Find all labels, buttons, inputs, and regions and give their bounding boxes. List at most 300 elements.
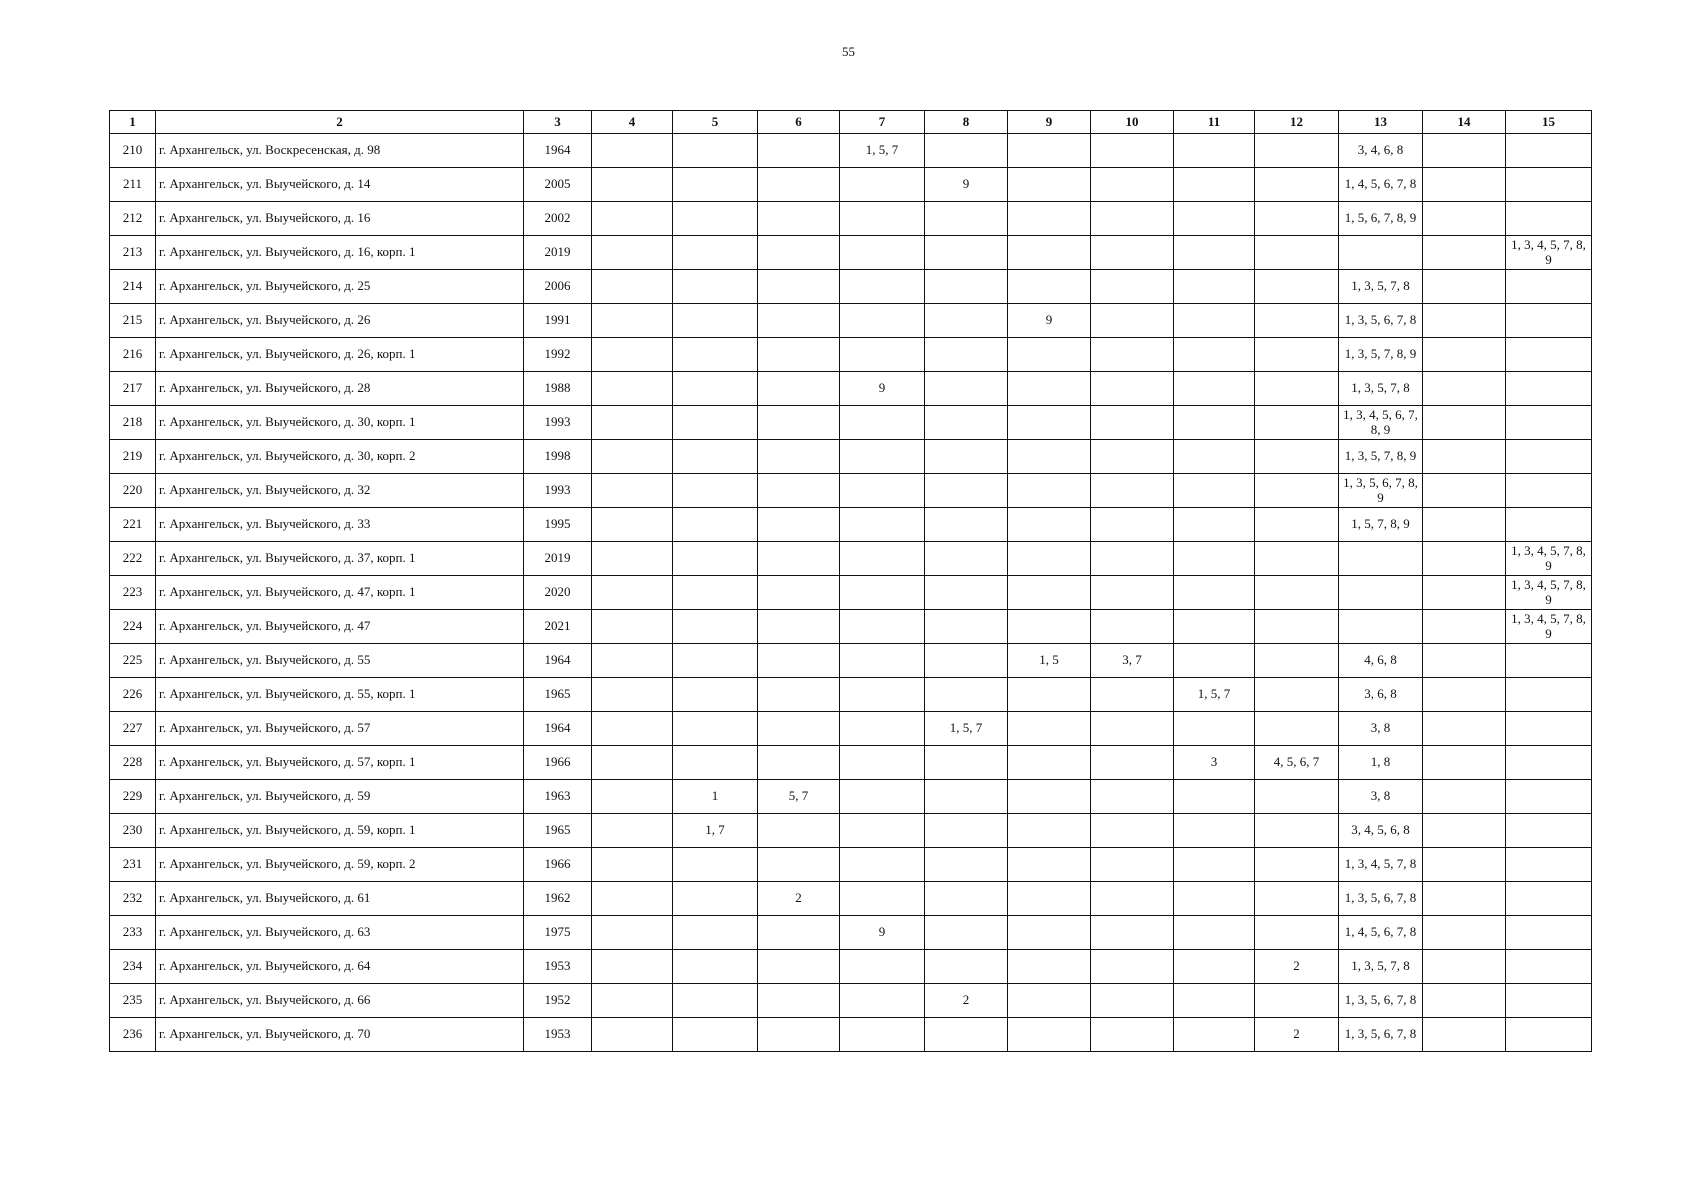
column-9-cell: 1, 5	[1008, 644, 1091, 678]
column-9-cell	[1008, 984, 1091, 1018]
row-number-cell: 220	[110, 474, 156, 508]
column-5-cell	[673, 168, 758, 202]
column-13-cell: 3, 4, 5, 6, 8	[1339, 814, 1423, 848]
column-13-cell: 3, 8	[1339, 712, 1423, 746]
column-6-cell	[758, 678, 840, 712]
column-7-cell	[840, 406, 925, 440]
column-11-cell	[1174, 440, 1255, 474]
year-cell: 1975	[524, 916, 592, 950]
year-cell: 1988	[524, 372, 592, 406]
address-cell: г. Архангельск, ул. Воскресенская, д. 98	[156, 134, 524, 168]
table-row	[110, 780, 1592, 814]
column-9-cell	[1008, 236, 1091, 270]
column-8-cell	[925, 134, 1008, 168]
column-4-cell	[592, 950, 673, 984]
column-5-cell	[673, 984, 758, 1018]
column-13-cell: 1, 3, 4, 5, 6, 7, 8, 9	[1339, 406, 1423, 440]
column-header-11: 11	[1174, 111, 1255, 134]
column-4-cell	[592, 372, 673, 406]
column-4-cell	[592, 1018, 673, 1052]
row-number-cell: 221	[110, 508, 156, 542]
column-8-cell	[925, 508, 1008, 542]
column-9-cell	[1008, 202, 1091, 236]
column-15-cell	[1506, 474, 1592, 508]
column-6-cell	[758, 984, 840, 1018]
column-14-cell	[1423, 882, 1506, 916]
year-cell: 1953	[524, 1018, 592, 1052]
column-12-cell	[1255, 474, 1339, 508]
address-cell: г. Архангельск, ул. Выучейского, д. 28	[156, 372, 524, 406]
year-cell: 1992	[524, 338, 592, 372]
column-12-cell	[1255, 508, 1339, 542]
table-row	[110, 576, 1592, 610]
column-9-cell	[1008, 474, 1091, 508]
column-14-cell	[1423, 814, 1506, 848]
column-5-cell	[673, 882, 758, 916]
column-13-cell: 3, 8	[1339, 780, 1423, 814]
column-6-cell	[758, 814, 840, 848]
column-6-cell	[758, 304, 840, 338]
column-13-cell: 1, 3, 5, 6, 7, 8	[1339, 304, 1423, 338]
column-12-cell	[1255, 814, 1339, 848]
column-9-cell	[1008, 780, 1091, 814]
row-number-cell: 227	[110, 712, 156, 746]
column-15-cell	[1506, 950, 1592, 984]
column-13-cell: 1, 3, 5, 6, 7, 8, 9	[1339, 474, 1423, 508]
year-cell: 2005	[524, 168, 592, 202]
column-12-cell: 4, 5, 6, 7	[1255, 746, 1339, 780]
year-cell: 2006	[524, 270, 592, 304]
column-8-cell: 9	[925, 168, 1008, 202]
column-14-cell	[1423, 236, 1506, 270]
column-14-cell	[1423, 304, 1506, 338]
column-5-cell	[673, 576, 758, 610]
column-7-cell: 1, 5, 7	[840, 134, 925, 168]
column-10-cell: 3, 7	[1091, 644, 1174, 678]
column-4-cell	[592, 814, 673, 848]
column-14-cell	[1423, 848, 1506, 882]
column-5-cell	[673, 950, 758, 984]
column-11-cell	[1174, 270, 1255, 304]
column-14-cell	[1423, 270, 1506, 304]
column-4-cell	[592, 780, 673, 814]
column-4-cell	[592, 542, 673, 576]
row-number-cell: 230	[110, 814, 156, 848]
column-5-cell	[673, 406, 758, 440]
row-number-cell: 210	[110, 134, 156, 168]
column-13-cell	[1339, 576, 1423, 610]
column-6-cell: 5, 7	[758, 780, 840, 814]
table-row	[110, 712, 1592, 746]
header-row	[110, 111, 1592, 134]
column-15-cell	[1506, 372, 1592, 406]
column-10-cell	[1091, 950, 1174, 984]
address-cell: г. Архангельск, ул. Выучейского, д. 55, корп. 1	[156, 678, 524, 712]
column-15-cell	[1506, 440, 1592, 474]
address-cell: г. Архангельск, ул. Выучейского, д. 33	[156, 508, 524, 542]
column-8-cell	[925, 950, 1008, 984]
column-12-cell	[1255, 984, 1339, 1018]
column-12-cell	[1255, 168, 1339, 202]
column-6-cell	[758, 644, 840, 678]
column-8-cell	[925, 644, 1008, 678]
column-11-cell	[1174, 134, 1255, 168]
column-9-cell	[1008, 610, 1091, 644]
column-10-cell	[1091, 984, 1174, 1018]
column-11-cell	[1174, 984, 1255, 1018]
column-10-cell	[1091, 780, 1174, 814]
column-14-cell	[1423, 644, 1506, 678]
row-number-cell: 236	[110, 1018, 156, 1052]
column-4-cell	[592, 508, 673, 542]
column-9-cell	[1008, 678, 1091, 712]
column-10-cell	[1091, 746, 1174, 780]
year-cell: 1964	[524, 712, 592, 746]
column-14-cell	[1423, 542, 1506, 576]
column-15-cell	[1506, 848, 1592, 882]
column-11-cell	[1174, 882, 1255, 916]
column-9-cell	[1008, 882, 1091, 916]
column-10-cell	[1091, 610, 1174, 644]
column-11-cell	[1174, 644, 1255, 678]
column-11-cell	[1174, 780, 1255, 814]
address-cell: г. Архангельск, ул. Выучейского, д. 66	[156, 984, 524, 1018]
column-11-cell	[1174, 814, 1255, 848]
column-7-cell	[840, 576, 925, 610]
column-4-cell	[592, 202, 673, 236]
column-13-cell	[1339, 610, 1423, 644]
table-row	[110, 236, 1592, 270]
column-header-14: 14	[1423, 111, 1506, 134]
column-12-cell	[1255, 406, 1339, 440]
column-5-cell	[673, 678, 758, 712]
column-7-cell	[840, 712, 925, 746]
column-header-15: 15	[1506, 111, 1592, 134]
year-cell: 1966	[524, 746, 592, 780]
column-5-cell	[673, 270, 758, 304]
column-13-cell: 1, 4, 5, 6, 7, 8	[1339, 916, 1423, 950]
column-7-cell	[840, 780, 925, 814]
column-9-cell	[1008, 508, 1091, 542]
column-4-cell	[592, 916, 673, 950]
column-14-cell	[1423, 440, 1506, 474]
table-row	[110, 372, 1592, 406]
column-9-cell	[1008, 576, 1091, 610]
column-7-cell	[840, 338, 925, 372]
address-cell: г. Архангельск, ул. Выучейского, д. 55	[156, 644, 524, 678]
column-9-cell	[1008, 270, 1091, 304]
column-13-cell: 1, 3, 5, 7, 8	[1339, 950, 1423, 984]
column-4-cell	[592, 338, 673, 372]
column-15-cell: 1, 3, 4, 5, 7, 8, 9	[1506, 576, 1592, 610]
row-number-cell: 224	[110, 610, 156, 644]
column-4-cell	[592, 304, 673, 338]
year-cell: 1998	[524, 440, 592, 474]
column-7-cell	[840, 270, 925, 304]
table-row	[110, 338, 1592, 372]
column-8-cell	[925, 202, 1008, 236]
table-row	[110, 168, 1592, 202]
column-12-cell	[1255, 916, 1339, 950]
column-7-cell	[840, 746, 925, 780]
column-13-cell: 1, 3, 5, 7, 8	[1339, 372, 1423, 406]
year-cell: 1965	[524, 678, 592, 712]
table-row	[110, 474, 1592, 508]
column-4-cell	[592, 848, 673, 882]
row-number-cell: 225	[110, 644, 156, 678]
column-15-cell	[1506, 644, 1592, 678]
column-10-cell	[1091, 440, 1174, 474]
column-10-cell	[1091, 1018, 1174, 1052]
column-11-cell	[1174, 474, 1255, 508]
column-4-cell	[592, 984, 673, 1018]
column-4-cell	[592, 406, 673, 440]
column-14-cell	[1423, 406, 1506, 440]
column-12-cell	[1255, 202, 1339, 236]
table-row	[110, 916, 1592, 950]
column-5-cell	[673, 746, 758, 780]
column-9-cell	[1008, 848, 1091, 882]
year-cell: 1966	[524, 848, 592, 882]
column-header-1: 1	[110, 111, 156, 134]
column-6-cell	[758, 474, 840, 508]
year-cell: 2019	[524, 542, 592, 576]
column-7-cell	[840, 678, 925, 712]
year-cell: 1964	[524, 644, 592, 678]
column-13-cell: 3, 6, 8	[1339, 678, 1423, 712]
table-row	[110, 848, 1592, 882]
address-cell: г. Архангельск, ул. Выучейского, д. 32	[156, 474, 524, 508]
column-14-cell	[1423, 950, 1506, 984]
column-13-cell: 1, 3, 5, 6, 7, 8	[1339, 1018, 1423, 1052]
column-13-cell: 1, 3, 5, 6, 7, 8	[1339, 984, 1423, 1018]
column-header-3: 3	[524, 111, 592, 134]
year-cell: 2021	[524, 610, 592, 644]
table-row	[110, 542, 1592, 576]
column-5-cell	[673, 916, 758, 950]
column-14-cell	[1423, 780, 1506, 814]
column-7-cell: 9	[840, 916, 925, 950]
column-15-cell	[1506, 882, 1592, 916]
column-15-cell	[1506, 406, 1592, 440]
table-row	[110, 406, 1592, 440]
column-8-cell: 1, 5, 7	[925, 712, 1008, 746]
table-row	[110, 508, 1592, 542]
column-11-cell	[1174, 916, 1255, 950]
row-number-cell: 211	[110, 168, 156, 202]
column-5-cell: 1, 7	[673, 814, 758, 848]
column-7-cell	[840, 984, 925, 1018]
column-10-cell	[1091, 270, 1174, 304]
column-8-cell	[925, 236, 1008, 270]
column-14-cell	[1423, 678, 1506, 712]
column-8-cell: 2	[925, 984, 1008, 1018]
column-6-cell: 2	[758, 882, 840, 916]
column-12-cell: 2	[1255, 1018, 1339, 1052]
column-header-5: 5	[673, 111, 758, 134]
column-12-cell	[1255, 304, 1339, 338]
column-4-cell	[592, 474, 673, 508]
year-cell: 1953	[524, 950, 592, 984]
column-8-cell	[925, 678, 1008, 712]
column-13-cell: 1, 8	[1339, 746, 1423, 780]
column-9-cell	[1008, 712, 1091, 746]
address-cell: г. Архангельск, ул. Выучейского, д. 59	[156, 780, 524, 814]
column-8-cell	[925, 440, 1008, 474]
table-row	[110, 270, 1592, 304]
row-number-cell: 213	[110, 236, 156, 270]
column-10-cell	[1091, 678, 1174, 712]
table-row	[110, 440, 1592, 474]
column-7-cell	[840, 440, 925, 474]
column-14-cell	[1423, 984, 1506, 1018]
column-15-cell	[1506, 270, 1592, 304]
column-14-cell	[1423, 338, 1506, 372]
column-7-cell	[840, 236, 925, 270]
column-12-cell	[1255, 270, 1339, 304]
row-number-cell: 212	[110, 202, 156, 236]
column-7-cell	[840, 610, 925, 644]
column-8-cell	[925, 780, 1008, 814]
row-number-cell: 216	[110, 338, 156, 372]
column-9-cell	[1008, 916, 1091, 950]
column-5-cell	[673, 372, 758, 406]
column-10-cell	[1091, 508, 1174, 542]
column-12-cell: 2	[1255, 950, 1339, 984]
column-5-cell	[673, 542, 758, 576]
address-cell: г. Архангельск, ул. Выучейского, д. 16, корп. 1	[156, 236, 524, 270]
column-15-cell	[1506, 134, 1592, 168]
row-number-cell: 226	[110, 678, 156, 712]
column-header-2: 2	[156, 111, 524, 134]
column-15-cell	[1506, 984, 1592, 1018]
column-12-cell	[1255, 780, 1339, 814]
column-4-cell	[592, 746, 673, 780]
column-6-cell	[758, 746, 840, 780]
column-12-cell	[1255, 712, 1339, 746]
column-13-cell	[1339, 542, 1423, 576]
column-6-cell	[758, 916, 840, 950]
column-10-cell	[1091, 202, 1174, 236]
column-header-7: 7	[840, 111, 925, 134]
column-13-cell: 1, 5, 6, 7, 8, 9	[1339, 202, 1423, 236]
column-10-cell	[1091, 474, 1174, 508]
building-register-table	[109, 110, 1592, 1052]
column-5-cell	[673, 508, 758, 542]
column-15-cell	[1506, 168, 1592, 202]
address-cell: г. Архангельск, ул. Выучейского, д. 16	[156, 202, 524, 236]
column-13-cell: 3, 4, 6, 8	[1339, 134, 1423, 168]
year-cell: 2019	[524, 236, 592, 270]
row-number-cell: 229	[110, 780, 156, 814]
column-15-cell	[1506, 338, 1592, 372]
row-number-cell: 235	[110, 984, 156, 1018]
column-7-cell	[840, 542, 925, 576]
column-8-cell	[925, 338, 1008, 372]
column-14-cell	[1423, 168, 1506, 202]
column-7-cell	[840, 202, 925, 236]
row-number-cell: 215	[110, 304, 156, 338]
table-row	[110, 746, 1592, 780]
column-10-cell	[1091, 576, 1174, 610]
column-5-cell	[673, 338, 758, 372]
column-15-cell: 1, 3, 4, 5, 7, 8, 9	[1506, 610, 1592, 644]
column-12-cell	[1255, 440, 1339, 474]
column-9-cell	[1008, 746, 1091, 780]
table-row	[110, 1018, 1592, 1052]
column-15-cell	[1506, 1018, 1592, 1052]
column-14-cell	[1423, 508, 1506, 542]
address-cell: г. Архангельск, ул. Выучейского, д. 70	[156, 1018, 524, 1052]
column-5-cell	[673, 848, 758, 882]
column-6-cell	[758, 848, 840, 882]
column-7-cell	[840, 814, 925, 848]
column-10-cell	[1091, 338, 1174, 372]
column-10-cell	[1091, 168, 1174, 202]
address-cell: г. Архангельск, ул. Выучейского, д. 47, корп. 1	[156, 576, 524, 610]
column-14-cell	[1423, 1018, 1506, 1052]
column-11-cell	[1174, 1018, 1255, 1052]
column-11-cell: 3	[1174, 746, 1255, 780]
address-cell: г. Архангельск, ул. Выучейского, д. 57	[156, 712, 524, 746]
column-15-cell	[1506, 780, 1592, 814]
column-15-cell	[1506, 712, 1592, 746]
column-14-cell	[1423, 916, 1506, 950]
column-6-cell	[758, 236, 840, 270]
table-row	[110, 814, 1592, 848]
address-cell: г. Архангельск, ул. Выучейского, д. 59, корп. 2	[156, 848, 524, 882]
column-4-cell	[592, 270, 673, 304]
column-11-cell	[1174, 508, 1255, 542]
column-13-cell: 4, 6, 8	[1339, 644, 1423, 678]
column-13-cell: 1, 4, 5, 6, 7, 8	[1339, 168, 1423, 202]
column-5-cell	[673, 304, 758, 338]
column-8-cell	[925, 814, 1008, 848]
column-11-cell	[1174, 848, 1255, 882]
column-10-cell	[1091, 848, 1174, 882]
table-body	[110, 134, 1592, 1052]
column-11-cell	[1174, 576, 1255, 610]
column-15-cell	[1506, 508, 1592, 542]
row-number-cell: 214	[110, 270, 156, 304]
year-cell: 1963	[524, 780, 592, 814]
column-4-cell	[592, 236, 673, 270]
address-cell: г. Архангельск, ул. Выучейского, д. 59, корп. 1	[156, 814, 524, 848]
column-11-cell	[1174, 202, 1255, 236]
column-15-cell	[1506, 304, 1592, 338]
column-5-cell	[673, 236, 758, 270]
column-11-cell	[1174, 236, 1255, 270]
year-cell: 1995	[524, 508, 592, 542]
column-5-cell	[673, 644, 758, 678]
column-13-cell: 1, 3, 5, 7, 8, 9	[1339, 440, 1423, 474]
column-9-cell	[1008, 542, 1091, 576]
column-7-cell	[840, 848, 925, 882]
column-11-cell	[1174, 610, 1255, 644]
row-number-cell: 217	[110, 372, 156, 406]
column-4-cell	[592, 712, 673, 746]
column-13-cell: 1, 3, 5, 7, 8, 9	[1339, 338, 1423, 372]
column-15-cell	[1506, 202, 1592, 236]
column-10-cell	[1091, 304, 1174, 338]
address-cell: г. Архангельск, ул. Выучейского, д. 64	[156, 950, 524, 984]
column-6-cell	[758, 508, 840, 542]
column-15-cell	[1506, 916, 1592, 950]
row-number-cell: 222	[110, 542, 156, 576]
column-11-cell	[1174, 304, 1255, 338]
column-14-cell	[1423, 474, 1506, 508]
column-13-cell	[1339, 236, 1423, 270]
